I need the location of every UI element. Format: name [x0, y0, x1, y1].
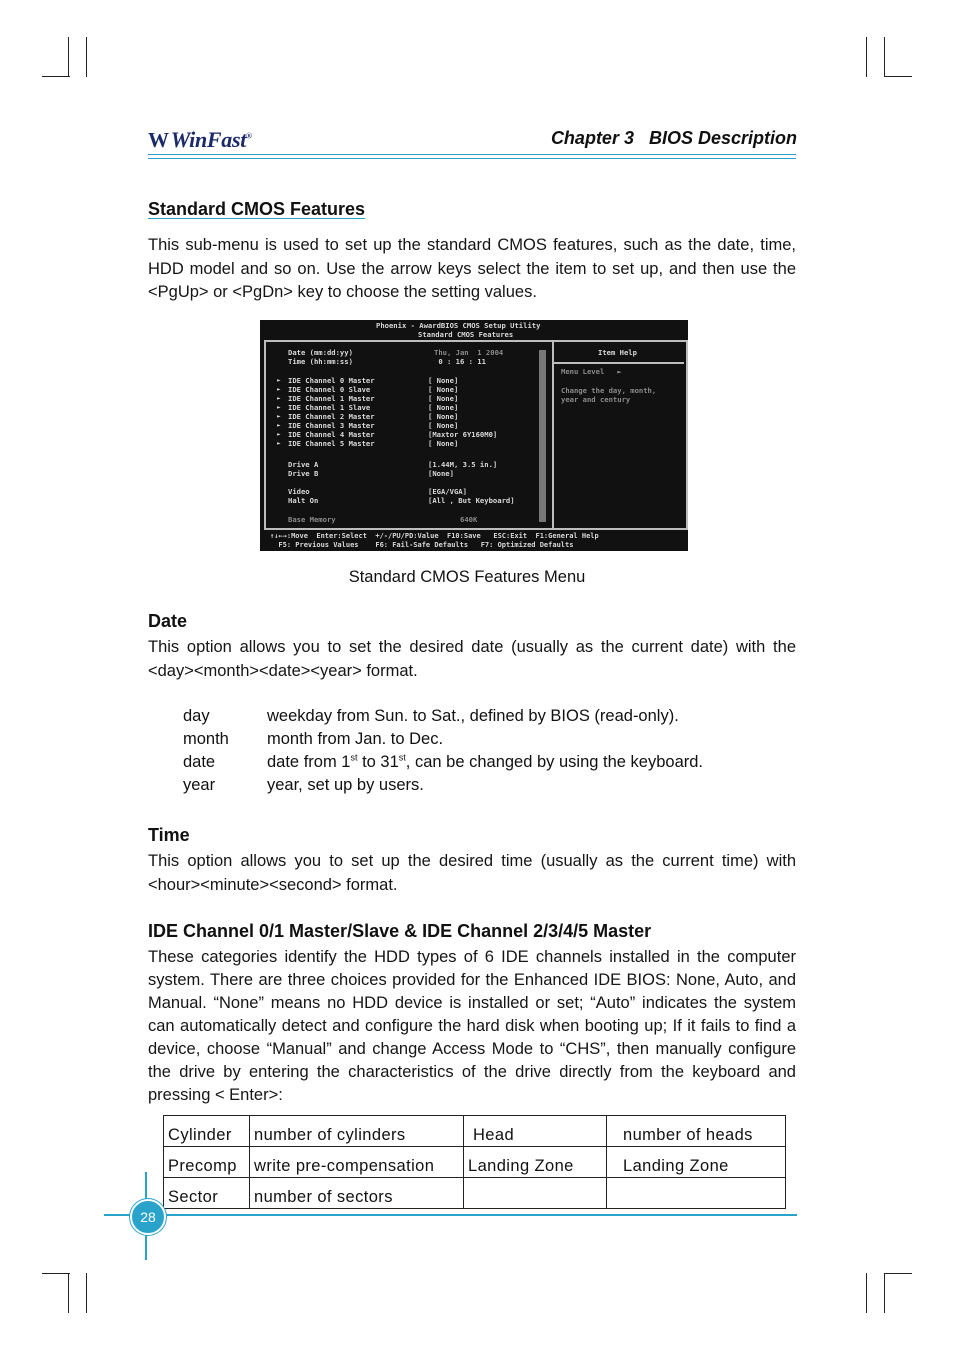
bios-submenu-arrow: ►	[277, 440, 281, 447]
bios-setting-value[interactable]: [ None]	[428, 412, 459, 421]
bios-title: Phoenix - AwardBIOS CMOS Setup Utility	[376, 321, 541, 330]
bios-submenu-arrow: ►	[277, 413, 281, 420]
bios-submenu-arrow: ►	[277, 404, 281, 411]
page-number: 28	[130, 1199, 166, 1235]
bios-setting-value[interactable]: [EGA/VGA]	[428, 487, 467, 496]
bios-setting-label[interactable]: Drive A	[288, 460, 319, 469]
time-heading: Time	[148, 825, 190, 845]
bios-scrollbar	[539, 350, 546, 522]
definition-term: month	[183, 730, 229, 748]
date-paragraph: This option allows you to set the desired date (usually as the current date) with the <day><month><date><year> format.	[148, 638, 796, 680]
desc-part: date from 1	[267, 753, 351, 771]
crop-mark	[42, 76, 70, 77]
bios-setting-value[interactable]: [1.44M, 3.5 in.]	[428, 460, 498, 469]
bios-setting-value[interactable]: [Maxtor 6Y160M0]	[428, 430, 498, 439]
bios-submenu-arrow: ►	[277, 431, 281, 438]
table-row	[164, 1147, 786, 1178]
table-cell: Landing Zone	[607, 1147, 786, 1178]
time-paragraph: This option allows you to set up the desired time (usually as the current time) with <hour><minute><second> format.	[148, 852, 796, 894]
ide-paragraph: These categories identify the HDD types of 6 IDE channels installed in the computer system. There are three choices provided for the Enhanced IDE BIOS: None, Auto, and Manual. “None” means no HDD device is installed or set; “Auto” indicates the system can automatically detect and configure the hard disk when booting up; If it fails to find a device, choose “Manual” and change Access Mode to “CHS”, then manually configure the drive by entering the characteristics of the drive directly from the keyboard and pressing < Enter>:	[148, 948, 796, 1104]
crop-mark	[86, 37, 87, 77]
bios-screenshot	[260, 320, 688, 551]
crop-mark	[866, 37, 867, 77]
bios-setting-value[interactable]: 0 : 16 : 11	[434, 357, 486, 366]
header-rule	[148, 154, 796, 155]
bios-setting-label[interactable]: IDE Channel 3 Master	[288, 421, 375, 430]
crop-mark	[68, 37, 69, 77]
bios-setting-value[interactable]: [ None]	[428, 439, 459, 448]
figure-caption: Standard CMOS Features Menu	[348, 568, 586, 586]
bios-setting-label[interactable]: Date (mm:dd:yy)	[288, 348, 353, 357]
winfast-logo	[148, 127, 252, 153]
bios-footer: F5: Previous Values F6: Fail-Safe Defaults F7: Optimized Defaults	[270, 541, 574, 549]
bios-setting-label[interactable]: IDE Channel 2 Master	[288, 412, 375, 421]
ide-heading: IDE Channel 0/1 Master/Slave & IDE Channel 2/3/4/5 Master	[148, 921, 652, 941]
chapter-title: Chapter 3 BIOS Description	[550, 128, 797, 148]
table-cell: Cylinder	[164, 1116, 250, 1147]
definition-row	[183, 751, 703, 774]
bios-setting-label[interactable]: IDE Channel 0 Slave	[288, 385, 371, 394]
desc-part: , can be changed by using the keyboard.	[405, 753, 704, 771]
bios-setting-value[interactable]: [ None]	[428, 421, 459, 430]
bios-setting-label[interactable]: IDE Channel 1 Slave	[288, 403, 371, 412]
bios-setting-label[interactable]: Drive B	[288, 469, 319, 478]
table-cell: Landing Zone	[464, 1147, 607, 1178]
bios-help-header-rule	[554, 362, 684, 364]
definition-desc: year, set up by users.	[267, 776, 424, 794]
crop-mark	[884, 37, 885, 77]
definition-desc: weekday from Sun. to Sat., defined by BIOS (read-only).	[267, 707, 679, 725]
table-cell: Precomp	[164, 1147, 250, 1178]
ordinal-suffix: st	[398, 752, 406, 763]
footer-rule	[104, 1214, 797, 1216]
bios-setting-label[interactable]: Halt On	[288, 496, 319, 505]
crop-mark	[884, 76, 912, 77]
table-row	[164, 1116, 786, 1147]
bios-menu-level: Menu Level ►	[561, 367, 622, 376]
crop-mark	[86, 1273, 87, 1313]
bios-setting-label[interactable]: Time (hh:mm:ss)	[288, 357, 353, 366]
bios-help-text: Change the day, month,	[561, 386, 657, 395]
bios-setting-value[interactable]: [None]	[428, 469, 454, 478]
crop-mark	[68, 1273, 69, 1313]
bios-setting-value[interactable]: [ None]	[428, 394, 459, 403]
bios-setting-value[interactable]: [All , But Keyboard]	[428, 496, 515, 505]
crop-mark	[884, 1273, 885, 1313]
definition-row	[183, 705, 703, 728]
definition-desc	[267, 751, 703, 774]
intro-paragraph: This sub-menu is used to set up the standard CMOS features, such as the date, time, HDD model and so on. Use the arrow keys select the item to set up, and then use the <PgUp> or <PgDn> key to choose the setting values.	[148, 236, 796, 301]
bios-footer: ↑↓←→:Move Enter:Select +/-/PU/PD:Value F10:Save ESC:Exit F1:General Help	[270, 532, 599, 540]
definition-row	[183, 728, 703, 751]
hdd-parameter-table	[163, 1115, 786, 1209]
logo-text: WinFast	[170, 127, 247, 152]
bios-setting-value[interactable]: [ None]	[428, 385, 459, 394]
header-rule	[148, 158, 796, 159]
bios-submenu-arrow: ►	[277, 386, 281, 393]
table-cell: Head	[464, 1116, 607, 1147]
bios-help-title: Item Help	[598, 348, 637, 357]
bios-setting-label[interactable]: Video	[288, 487, 310, 496]
bios-help-text: year and century	[561, 395, 631, 404]
table-cell: number of heads	[607, 1116, 786, 1147]
bios-setting-label[interactable]: Base Memory	[288, 515, 336, 524]
bios-setting-value[interactable]: Thu, Jan 1 2004	[434, 348, 504, 357]
bios-setting-value[interactable]: 640K	[460, 515, 478, 524]
bios-setting-value[interactable]: [ None]	[428, 403, 459, 412]
bios-setting-label[interactable]: IDE Channel 5 Master	[288, 439, 375, 448]
table-cell: number of cylinders	[250, 1116, 464, 1147]
logo-mark: W	[148, 128, 169, 152]
desc-part: to 31	[357, 753, 399, 771]
logo-registered: ®	[246, 131, 252, 141]
ordinal-suffix: st	[350, 752, 358, 763]
definition-term: day	[183, 707, 210, 725]
bios-divider	[552, 342, 554, 528]
crop-mark	[42, 1273, 70, 1274]
definition-row	[183, 774, 703, 797]
definition-term: date	[183, 753, 216, 771]
date-heading: Date	[148, 611, 188, 631]
table-cell: Sector	[164, 1178, 250, 1209]
bios-setting-label[interactable]: IDE Channel 4 Master	[288, 430, 375, 439]
section-title: Standard CMOS Features	[148, 199, 366, 219]
bios-subtitle: Standard CMOS Features	[418, 330, 514, 339]
bios-setting-label[interactable]: IDE Channel 0 Master	[288, 376, 375, 385]
table-cell: number of sectors	[250, 1178, 464, 1209]
bios-submenu-arrow: ►	[277, 377, 281, 384]
date-definitions	[183, 705, 703, 797]
definition-desc: month from Jan. to Dec.	[267, 730, 444, 748]
table-cell	[607, 1178, 786, 1209]
table-row	[164, 1178, 786, 1209]
table-cell: write pre-compensation	[250, 1147, 464, 1178]
bios-submenu-arrow: ►	[277, 395, 281, 402]
crop-mark	[866, 1273, 867, 1313]
bios-setting-value[interactable]: [ None]	[428, 376, 459, 385]
crop-mark	[884, 1273, 912, 1274]
definition-term: year	[183, 776, 216, 794]
table-cell	[464, 1178, 607, 1209]
bios-submenu-arrow: ►	[277, 422, 281, 429]
bios-setting-label[interactable]: IDE Channel 1 Master	[288, 394, 375, 403]
